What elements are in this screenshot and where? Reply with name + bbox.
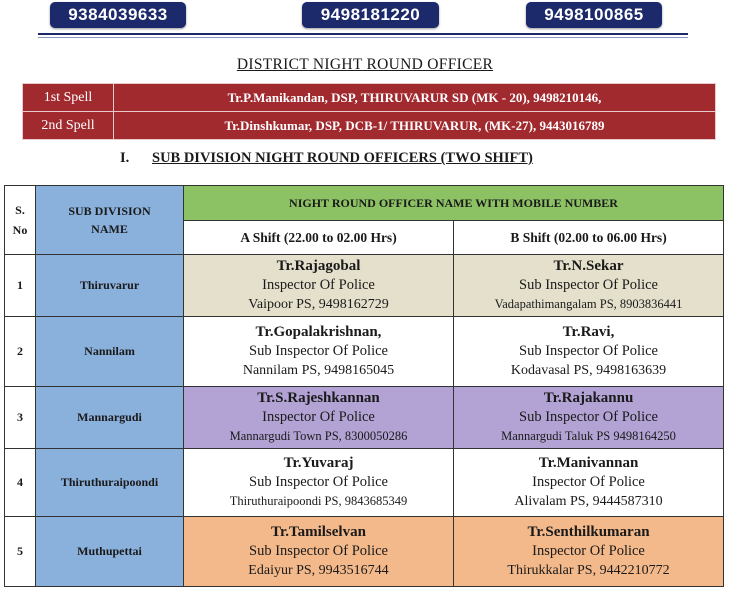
- spell-table: [22, 83, 716, 140]
- officer-station: Thirukkalar PS, 9442210772: [507, 563, 670, 578]
- officer-rank: Sub Inspector Of Police: [519, 343, 658, 359]
- officer-rank: Inspector Of Police: [262, 409, 375, 425]
- officer-rank: Inspector Of Police: [532, 543, 645, 559]
- officer-rank: Sub Inspector Of Police: [249, 543, 388, 559]
- row-sno: 5: [5, 517, 36, 587]
- section-number: I.: [120, 150, 130, 166]
- header-a-shift: A Shift (22.00 to 02.00 Hrs): [184, 221, 454, 255]
- officer-station: Thiruthuraipoondi PS, 9843685349: [229, 494, 408, 508]
- spell-value: Tr.P.Manikandan, DSP, THIRUVARUR SD (MK - 20), 9498210146,: [114, 84, 716, 112]
- header-subdivision: SUB DIVISION NAME: [36, 186, 184, 255]
- officer-station: Alivalam PS, 9444587310: [514, 494, 663, 509]
- a-shift-officer: [184, 517, 454, 587]
- b-shift-officer: [454, 255, 724, 317]
- a-shift-officer: [184, 387, 454, 449]
- officer-station: Nannilam PS, 9498165045: [242, 363, 395, 378]
- phone-badge-3: 9498100865: [526, 2, 662, 28]
- officer-table: [4, 185, 724, 587]
- officer-name: Tr.Gopalakrishnan,: [255, 324, 382, 340]
- header-divider-thin: [38, 37, 688, 38]
- officer-name: Tr.Manivannan: [538, 455, 639, 471]
- row-sno: 2: [5, 317, 36, 387]
- officer-rank: Inspector Of Police: [262, 277, 375, 293]
- section-heading: [120, 150, 533, 167]
- officer-name: Tr.Rajakannu: [543, 390, 634, 406]
- officer-name: Tr.Ravi,: [562, 324, 615, 340]
- officer-station: Vaipoor PS, 9498162729: [248, 297, 389, 312]
- officer-station: Mannargudi Town PS, 8300050286: [229, 429, 408, 443]
- row-subdivision: Nannilam: [36, 317, 184, 387]
- officer-rank: Sub Inspector Of Police: [249, 343, 388, 359]
- officer-station: Mannargudi Taluk PS 9498164250: [501, 429, 676, 443]
- header-divider: [38, 33, 688, 35]
- header-sno: S. No: [5, 186, 36, 255]
- a-shift-officer: [184, 255, 454, 317]
- a-shift-officer: [184, 449, 454, 517]
- section-title: SUB DIVISION NIGHT ROUND OFFICERS (TWO SHIFT): [152, 150, 533, 166]
- b-shift-officer: [454, 317, 724, 387]
- table-row: [5, 255, 724, 317]
- phone-badge-1: 9384039633: [50, 2, 186, 28]
- officer-rank: Sub Inspector Of Police: [249, 474, 388, 490]
- district-title: DISTRICT NIGHT ROUND OFFICER: [236, 56, 494, 73]
- spell-row: [23, 112, 716, 140]
- row-sno: 1: [5, 255, 36, 317]
- officer-name: Tr.Rajagobal: [276, 258, 361, 274]
- spell-label: 1st Spell: [23, 84, 114, 112]
- phone-badge-2: 9498181220: [302, 2, 439, 28]
- officer-station: Kodavasal PS, 9498163639: [510, 363, 667, 378]
- row-sno: 3: [5, 387, 36, 449]
- spell-row: [23, 84, 716, 112]
- header-b-shift: B Shift (02.00 to 06.00 Hrs): [454, 221, 724, 255]
- officer-rank: Sub Inspector Of Police: [519, 277, 658, 293]
- table-row: [5, 517, 724, 587]
- row-sno: 4: [5, 449, 36, 517]
- table-row: [5, 317, 724, 387]
- table-row: [5, 387, 724, 449]
- row-subdivision: Mannargudi: [36, 387, 184, 449]
- officer-rank: Sub Inspector Of Police: [519, 409, 658, 425]
- officer-name: Tr.Yuvaraj: [283, 455, 354, 471]
- officer-name: Tr.Tamilselvan: [271, 524, 366, 540]
- table-row: [5, 449, 724, 517]
- header-night-round: NIGHT ROUND OFFICER NAME WITH MOBILE NUMBER: [184, 186, 724, 221]
- row-subdivision: Thiruvarur: [36, 255, 184, 317]
- b-shift-officer: [454, 449, 724, 517]
- b-shift-officer: [454, 517, 724, 587]
- spell-label: 2nd Spell: [23, 112, 114, 140]
- officer-station: Vadapathimangalam PS, 8903836441: [494, 297, 683, 311]
- officer-name: Tr.N.Sekar: [553, 258, 624, 274]
- officer-rank: Inspector Of Police: [532, 474, 645, 490]
- row-subdivision: Muthupettai: [36, 517, 184, 587]
- officer-station: Edaiyur PS, 9943516744: [248, 563, 389, 578]
- officer-name: Tr.S.Rajeshkannan: [257, 390, 380, 406]
- b-shift-officer: [454, 387, 724, 449]
- a-shift-officer: [184, 317, 454, 387]
- spell-value: Tr.Dinshkumar, DSP, DCB-1/ THIRUVARUR, (MK-27), 9443016789: [114, 112, 716, 140]
- officer-name: Tr.Senthilkumaran: [527, 524, 650, 540]
- row-subdivision: Thiruthuraipoondi: [36, 449, 184, 517]
